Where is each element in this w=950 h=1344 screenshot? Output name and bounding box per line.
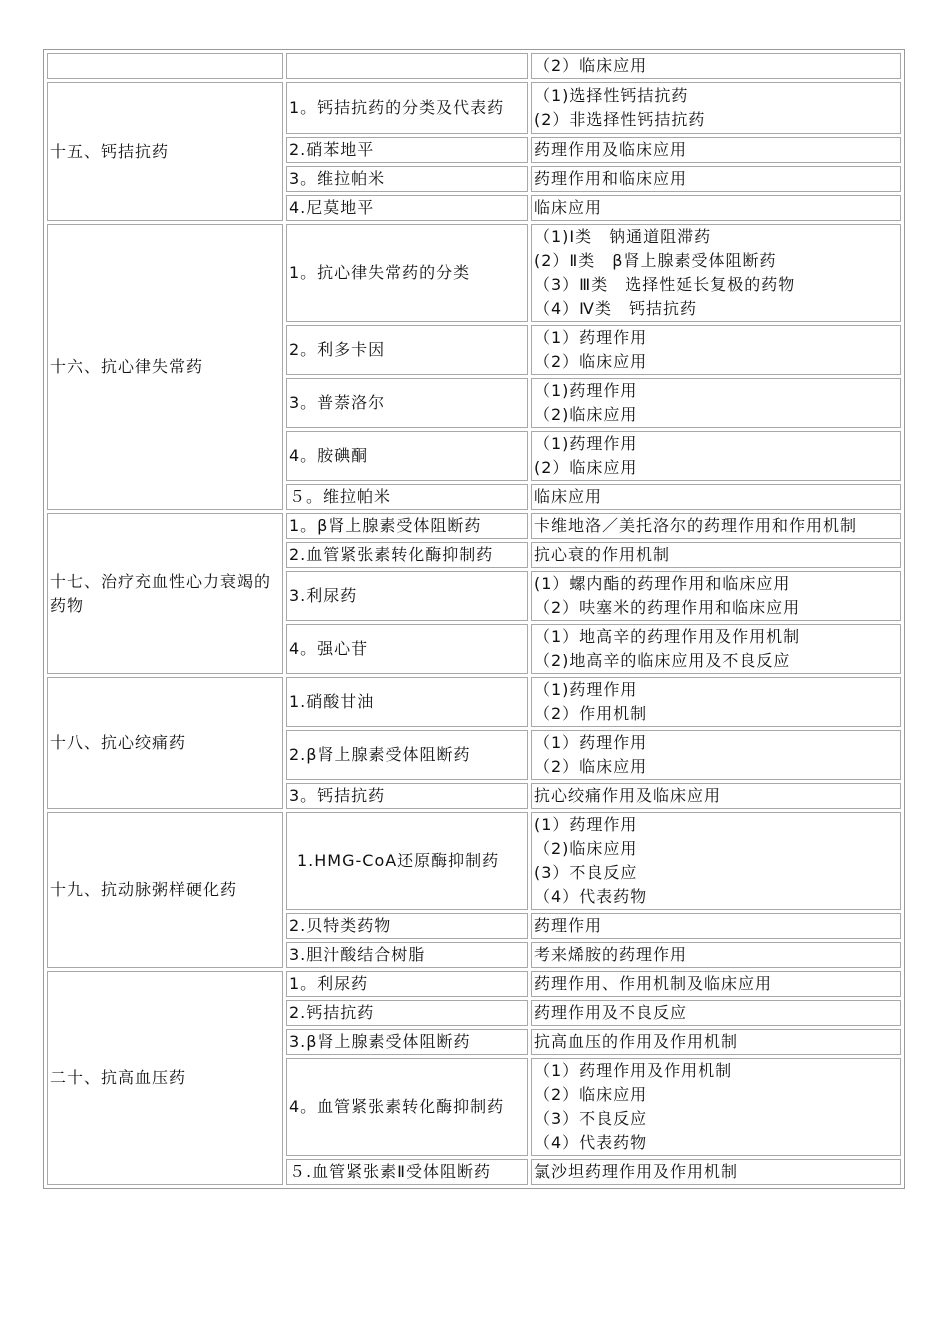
table-row (47, 677, 901, 727)
point-cell: 4。胺碘酮 (286, 431, 528, 481)
requirement-line: （1)药理作用 (534, 680, 638, 699)
requirement-line: 抗心衰的作用机制 (534, 545, 671, 564)
requirement-cell (531, 812, 901, 910)
requirement-line: （1）药理作用 (534, 733, 648, 752)
requirement-cell (531, 971, 901, 997)
point-cell: 3。钙拮抗药 (286, 783, 528, 809)
requirement-line: 药理作用、作用机制及临床应用 (534, 974, 773, 993)
requirement-line: （1)药理作用 (534, 434, 638, 453)
syllabus-table (43, 49, 905, 1189)
point-cell: 2.钙拮抗药 (286, 1000, 528, 1026)
requirement-line: 药理作用及不良反应 (534, 1003, 688, 1022)
point-cell: 4.尼莫地平 (286, 195, 528, 221)
table-row (47, 812, 901, 910)
requirement-cell: 卡维地洛／美托洛尔的药理作用和作用机制 (531, 513, 901, 539)
requirement-line: 氯沙坦药理作用及作用机制 (534, 1162, 739, 1181)
point-cell: 2.血管紧张素转化酶抑制药 (286, 542, 528, 568)
requirement-line: （1）地高辛的药理作用及作用机制 (534, 627, 801, 646)
requirement-cell (531, 1159, 901, 1185)
chapter-cell: 十六、抗心律失常药 (47, 224, 283, 510)
requirement-line: (2）Ⅱ类 β肾上腺素受体阻断药 (534, 251, 777, 270)
chapter-cell: 十八、抗心绞痛药 (47, 677, 283, 809)
requirement-cell (531, 783, 901, 809)
point-cell: 1。抗心律失常药的分类 (286, 224, 528, 322)
table-row (47, 971, 901, 997)
chapter-cell: 十五、钙拮抗药 (47, 82, 283, 221)
requirement-line: 药理作用及临床应用 (534, 140, 688, 159)
requirement-line: 抗高血压的作用及作用机制 (534, 1032, 739, 1051)
requirement-cell (531, 1000, 901, 1026)
requirement-line: （1)Ⅰ类 钠通道阻滞药 (534, 227, 712, 246)
requirement-cell (531, 82, 901, 134)
point-cell: 1.HMG-CoA还原酶抑制药 (286, 812, 528, 910)
chapter-cell: 二十、抗高血压药 (47, 971, 283, 1185)
point-cell: 2.贝特类药物 (286, 913, 528, 939)
requirement-cell (531, 325, 901, 375)
point-cell: 3。维拉帕米 (286, 166, 528, 192)
point-cell: 1。钙拮抗药的分类及代表药 (286, 82, 528, 134)
requirement-line: (2）非选择性钙拮抗药 (534, 110, 706, 129)
requirement-line: (3）不良反应 (534, 863, 638, 882)
requirement-cell (531, 166, 901, 192)
point-cell: 4。强心苷 (286, 624, 528, 674)
requirement-cell (531, 913, 901, 939)
requirement-line: （4）Ⅳ类 钙拮抗药 (534, 299, 697, 318)
point-cell: 2.硝苯地平 (286, 137, 528, 163)
requirement-cell (531, 942, 901, 968)
requirement-line: (1）螺内酯的药理作用和临床应用 (534, 574, 791, 593)
requirement-line: 考来烯胺的药理作用 (534, 945, 688, 964)
requirement-line: （1)选择性钙拮抗药 (534, 86, 689, 105)
point-cell: 4。血管紧张素转化酶抑制药 (286, 1058, 528, 1156)
requirement-line: 抗心绞痛作用及临床应用 (534, 786, 722, 805)
point-cell: 3.β肾上腺素受体阻断药 (286, 1029, 528, 1055)
requirement-cell (531, 378, 901, 428)
requirement-line: （2）临床应用 (534, 56, 648, 75)
chapter-cell: 十七、治疗充血性心力衰竭的药物 (47, 513, 283, 674)
point-cell: 3。普萘洛尔 (286, 378, 528, 428)
requirement-line: 临床应用 (534, 487, 603, 506)
requirement-cell (531, 137, 901, 163)
requirement-line: (1）药理作用 (534, 815, 638, 834)
requirement-line: （2）临床应用 (534, 757, 648, 776)
requirement-line: （2)临床应用 (534, 405, 638, 424)
requirement-line: （2)临床应用 (534, 839, 638, 858)
point-cell: 1。β肾上腺素受体阻断药 (286, 513, 528, 539)
table-row (47, 224, 901, 322)
requirement-cell (531, 1058, 901, 1156)
point-cell: 3.利尿药 (286, 571, 528, 621)
requirement-cell (531, 624, 901, 674)
chapter-cell: 十九、抗动脉粥样硬化药 (47, 812, 283, 968)
point-cell: 1.硝酸甘油 (286, 677, 528, 727)
requirement-line: （1)药理作用 (534, 381, 638, 400)
requirement-line: （4）代表药物 (534, 1133, 648, 1152)
point-cell: 2。利多卡因 (286, 325, 528, 375)
point-cell (286, 53, 528, 79)
point-cell: ５.血管紧张素Ⅱ受体阻断药 (286, 1159, 528, 1185)
requirement-line: （2)地高辛的临床应用及不良反应 (534, 651, 791, 670)
requirement-cell (531, 53, 901, 79)
point-cell: 2.β肾上腺素受体阻断药 (286, 730, 528, 780)
requirement-line: 药理作用和临床应用 (534, 169, 688, 188)
table-row (47, 53, 901, 79)
requirement-line: （3）不良反应 (534, 1109, 648, 1128)
table-row (47, 82, 901, 134)
requirement-line: (2）临床应用 (534, 458, 638, 477)
point-cell: 1。利尿药 (286, 971, 528, 997)
requirement-line: （4）代表药物 (534, 887, 648, 906)
requirement-cell (531, 677, 901, 727)
requirement-cell (531, 431, 901, 481)
requirement-line: 药理作用 (534, 916, 603, 935)
requirement-cell (531, 1029, 901, 1055)
requirement-line: （2）呋塞米的药理作用和临床应用 (534, 598, 801, 617)
requirement-line: （2）临床应用 (534, 352, 648, 371)
requirement-cell (531, 730, 901, 780)
requirement-line: （2）临床应用 (534, 1085, 648, 1104)
requirement-line: 临床应用 (534, 198, 603, 217)
requirement-line: （1）药理作用及作用机制 (534, 1061, 733, 1080)
point-cell: ５。维拉帕米 (286, 484, 528, 510)
requirement-cell (531, 195, 901, 221)
chapter-cell (47, 53, 283, 79)
requirement-line: （3）Ⅲ类 选择性延长复极的药物 (534, 275, 796, 294)
requirement-cell (531, 571, 901, 621)
requirement-line: （2）作用机制 (534, 704, 648, 723)
requirement-line: （1）药理作用 (534, 328, 648, 347)
requirement-cell (531, 542, 901, 568)
requirement-cell (531, 224, 901, 322)
table-row (47, 513, 901, 539)
point-cell: 3.胆汁酸结合树脂 (286, 942, 528, 968)
requirement-cell (531, 484, 901, 510)
